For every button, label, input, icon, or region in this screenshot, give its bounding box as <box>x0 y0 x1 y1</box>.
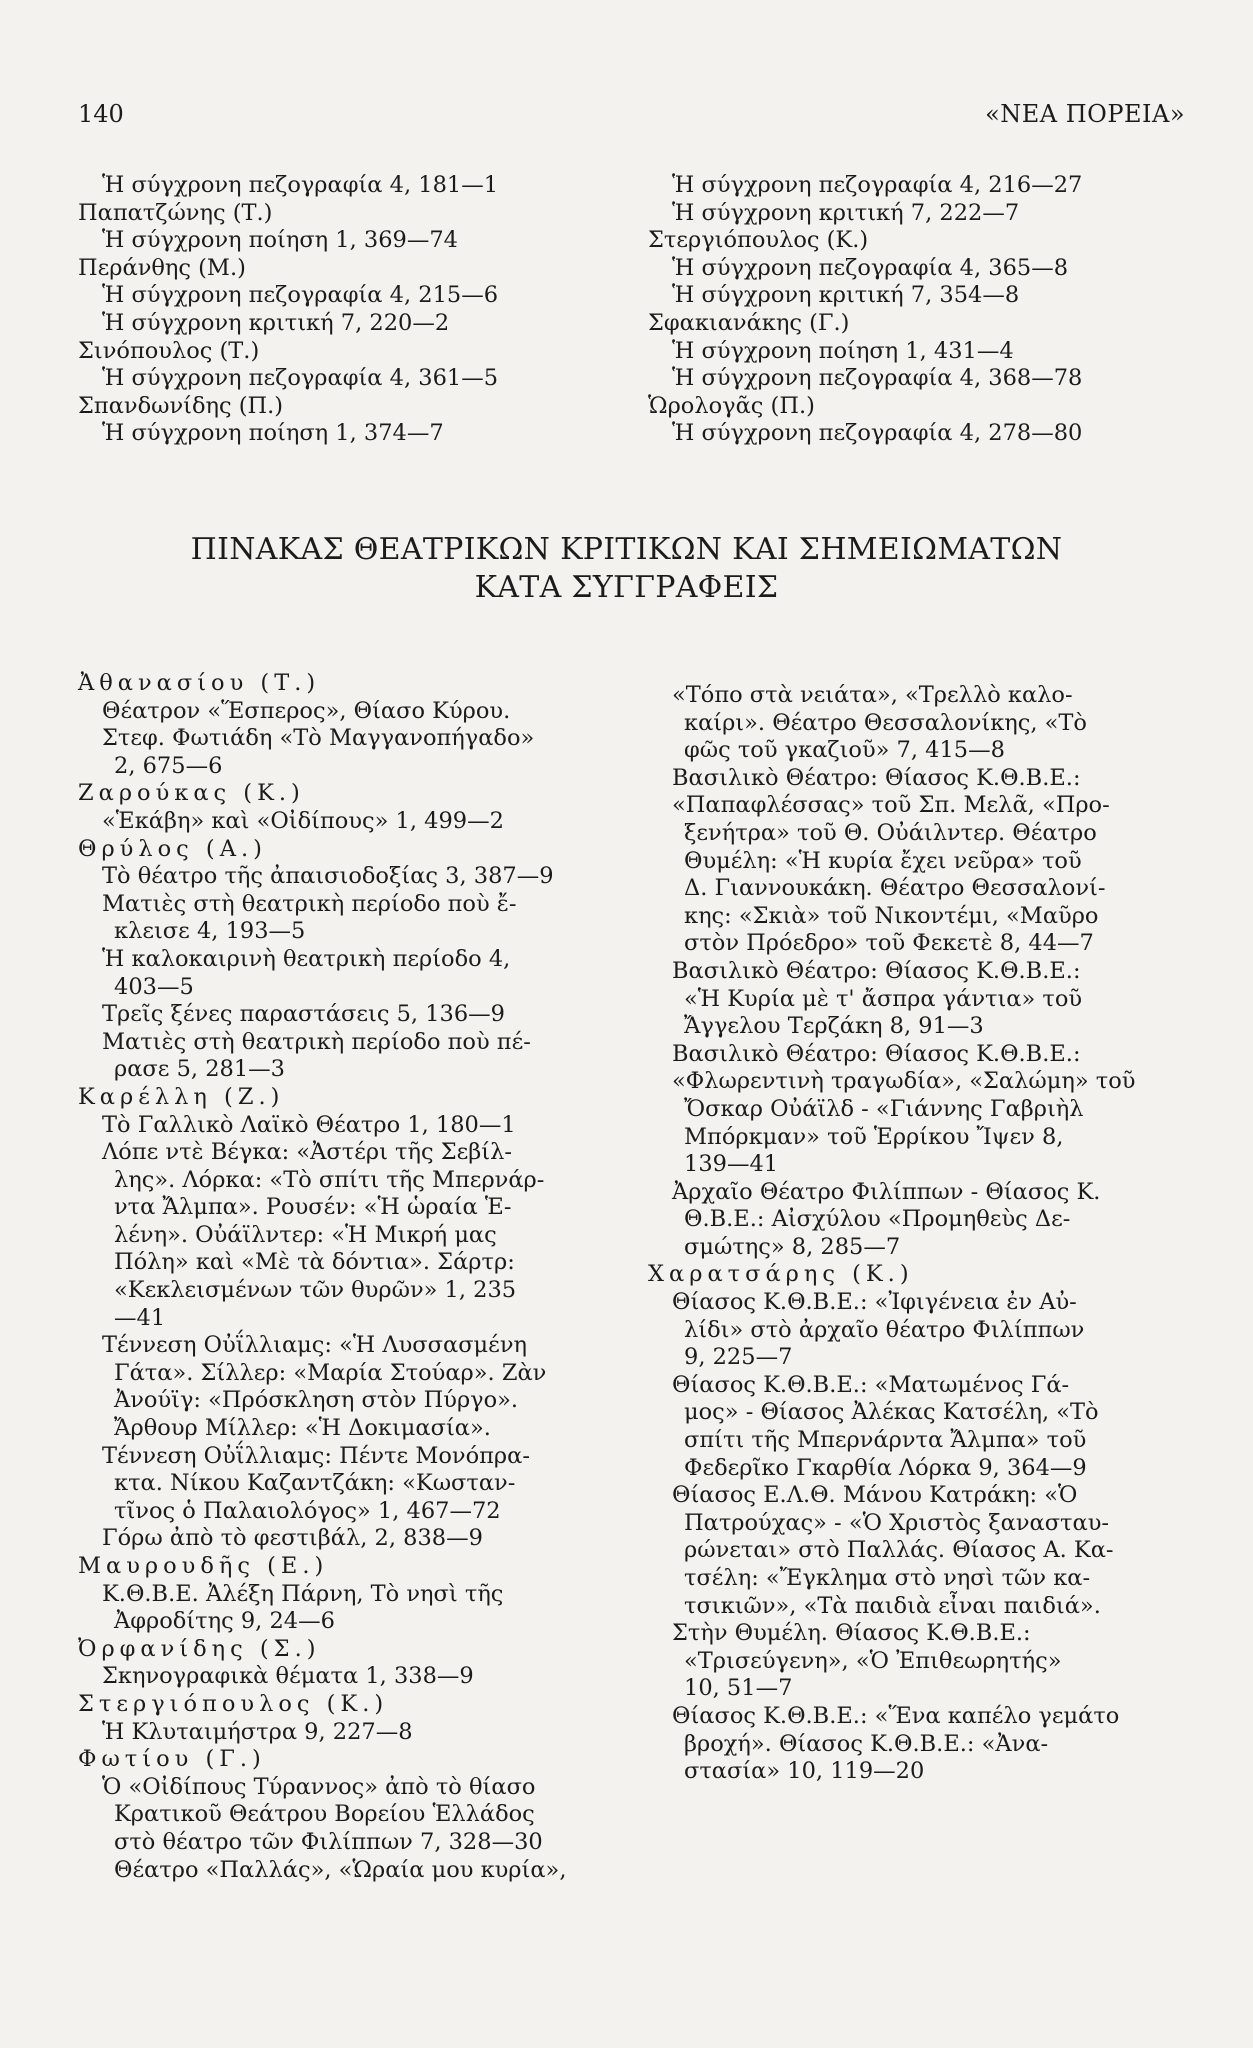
index-entry: —41 <box>114 1304 166 1331</box>
index-entry: Σκηνογραφικὰ θέματα 1, 338—9 <box>102 1663 474 1690</box>
index-entry: Τέννεση Οὐΐλλιαμς: «Ἡ Λυσσασμένη <box>102 1332 527 1359</box>
index-entry: Ἡ καλοκαιρινὴ θεατρικὴ περίοδο 4, <box>102 945 511 972</box>
index-entry: κτα. Νίκου Καζαντζάκη: «Κωσταν- <box>114 1470 516 1497</box>
index-entry: Στεφ. Φωτιάδη «Τὸ Μαγγανοπήγαδο» <box>102 725 535 752</box>
index-entry: 139—41 <box>684 1151 779 1178</box>
author-name: Καρέλλη (Ζ.) <box>78 1083 285 1110</box>
section-title: ΠΙΝΑΚΑΣ ΘΕΑΤΡΙΚΩΝ ΚΡΙΤΙΚΩΝ ΚΑΙ ΣΗΜΕΙΩΜΑΤΩΝ <box>190 532 1063 567</box>
index-entry: Θίασος Κ.Θ.Β.Ε.: «Ματωμένος Γά- <box>672 1371 1070 1398</box>
index-entry: Γάτα». Σίλλερ: «Μαρία Στούαρ». Ζὰν <box>114 1359 547 1386</box>
index-entry: καίρι». Θέατρο Θεσσαλονίκης, «Τὸ <box>684 709 1087 736</box>
page-header <box>78 100 1185 136</box>
index-entry: Ἡ σύγχρονη κριτική 7, 220—2 <box>102 309 450 336</box>
index-entry: κλεισε 4, 193—5 <box>114 918 306 945</box>
index-entry: ρώνεται» στὸ Παλλάς. Θίασος Α. Κα- <box>684 1537 1114 1564</box>
index-entry: Θέατρον «Ἕσπερος», Θίασο Κύρου. <box>102 697 511 724</box>
index-entry: Τὸ Γαλλικὸ Λαϊκὸ Θέατρο 1, 180—1 <box>102 1111 516 1138</box>
index-entry: Ἡ σύγχρονη πεζογραφία 4, 181—1 <box>102 172 499 198</box>
author-name: Παπατζώνης (Τ.) <box>78 199 273 226</box>
index-entry: στὸν Πρόεδρο» τοῦ Φεκετὲ 8, 44—7 <box>684 930 1094 957</box>
index-entry: φῶς τοῦ γκαζιοῦ» 7, 415—8 <box>684 737 1005 764</box>
index-entry: Ἡ σύγχρονη πεζογραφία 4, 215—6 <box>102 282 499 309</box>
author-name: Ὡρολογᾶς (Π.) <box>648 392 815 419</box>
index-entry: μος» - Θίασος Ἀλέκας Κατσέλη, «Τὸ <box>684 1399 1099 1426</box>
index-entry: Πατρούχας» - «Ὁ Χριστὸς ξανασταυ- <box>684 1509 1109 1536</box>
index-entry: Ματιὲς στὴ θεατρικὴ περίοδο ποὺ ἔ- <box>102 890 517 917</box>
index-entry: ντα Ἄλμπα». Ρουσέν: «Ἡ ὡραία Ἑ- <box>114 1194 512 1221</box>
index-entry: Βασιλικὸ Θέατρο: Θίασος Κ.Θ.Β.Ε.: <box>672 957 1081 984</box>
index-entry: 10, 51—7 <box>684 1675 793 1702</box>
index-entry: Ἡ σύγχρονη ποίηση 1, 374—7 <box>102 420 444 447</box>
index-entry: Στὴν Θυμέλη. Θίασος Κ.Θ.Β.Ε.: <box>672 1620 1031 1647</box>
author-name: Ὀρφανίδης (Σ.) <box>78 1635 321 1662</box>
index-entry: Μπόρκμαν» τοῦ Ἑρρίκου Ἴψεν 8, <box>684 1123 1064 1150</box>
author-name: Περάνθης (Μ.) <box>78 254 246 281</box>
index-entry: στασία» 10, 119—20 <box>684 1758 925 1785</box>
index-entry: «Τόπο στὰ νειάτα», «Τρελλὸ καλο- <box>672 682 1073 708</box>
author-index-right-column <box>648 172 1082 448</box>
index-entry: 403—5 <box>114 973 194 1000</box>
author-name: Φωτίου (Γ.) <box>78 1746 266 1773</box>
index-entry: 2, 675—6 <box>114 752 223 779</box>
index-entry: Ἡ σύγχρονη πεζογραφία 4, 361—5 <box>102 365 499 392</box>
index-entry: λης». Λόρκα: «Τὸ σπίτι τῆς Μπερνάρ- <box>114 1166 545 1193</box>
index-entry: Θ.Β.Ε.: Αἰσχύλου «Προμηθεὺς Δε- <box>684 1206 1071 1233</box>
index-entry: σπίτι τῆς Μπερνάρντα Ἄλμπα» τοῦ <box>684 1427 1087 1454</box>
index-entry: Φεδερῖκο Γκαρθία Λόρκα 9, 364—9 <box>684 1454 1087 1481</box>
index-entry: Βασιλικὸ Θέατρο: Θίασος Κ.Θ.Β.Ε.: <box>672 764 1081 791</box>
index-entry: Ἡ σύγχρονη πεζογραφία 4, 216—27 <box>672 172 1083 198</box>
index-entry: «Παπαφλέσσας» τοῦ Σπ. Μελᾶ, «Προ- <box>672 792 1110 819</box>
index-entry: τσέλη: «Ἔγκλημα στὸ νησὶ τῶν κα- <box>684 1565 1091 1591</box>
index-entry: «Φλωρεντινὴ τραγωδία», «Σαλώμη» τοῦ <box>672 1068 1136 1095</box>
index-entry: Ἡ σύγχρονη κριτική 7, 222—7 <box>672 199 1020 226</box>
index-entry: ξενήτρα» τοῦ Θ. Οὐάιλντερ. Θέατρο <box>684 819 1097 846</box>
index-entry: ρασε 5, 281—3 <box>114 1056 285 1083</box>
index-entry: βροχή». Θίασος Κ.Θ.Β.Ε.: «Ἀνα- <box>684 1730 1049 1757</box>
page-number: 140 <box>78 100 124 128</box>
author-name: Στεργιόπουλος (Κ.) <box>648 227 869 254</box>
index-entry: σμώτης» 8, 285—7 <box>684 1233 901 1260</box>
index-entry: στὸ θέατρο τῶν Φιλίππων 7, 328—30 <box>114 1828 543 1855</box>
index-entry: Ἡ σύγχρονη ποίηση 1, 431—4 <box>672 337 1014 364</box>
author-name: Θρύλος (Α.) <box>78 835 267 862</box>
index-entry: Τὸ θέατρο τῆς ἀπαισιοδοξίας 3, 387—9 <box>102 863 554 890</box>
index-entry: «Ἡ Κυρία μὲ τ' ἄσπρα γάντια» τοῦ <box>684 985 1083 1012</box>
index-entry: Ἄρθουρ Μίλλερ: «Ἡ Δοκιμασία». <box>114 1415 491 1442</box>
author-name: Μαυρουδῆς (Ε.) <box>78 1553 329 1579</box>
index-entry: Πόλη» καὶ «Μὲ τὰ δόντια». Σάρτρ: <box>114 1249 515 1276</box>
running-head: «ΝΕΑ ΠΟΡΕΙΑ» <box>985 100 1185 128</box>
index-entry: Δ. Γιαννουκάκη. Θέατρο Θεσσαλονί- <box>684 875 1106 902</box>
theatre-reviews-right-column <box>648 682 1135 1786</box>
index-entry: Ὄσκαρ Οὐάϊλδ - «Γιάννης Γαβριὴλ <box>684 1095 1084 1122</box>
author-name: Σφακιανάκης (Γ.) <box>648 309 850 336</box>
index-entry: λένη». Οὐάϊλντερ: «Ἡ Μικρή μας <box>114 1221 497 1248</box>
index-entry: Ἀφροδίτης 9, 24—6 <box>114 1608 335 1635</box>
author-name: Σπανδωνίδης (Π.) <box>78 392 284 419</box>
index-entry: Κ.Θ.Β.Ε. Ἀλέξη Πάρνη, Τὸ νησὶ τῆς <box>102 1580 504 1607</box>
index-entry: Ἡ σύγχρονη πεζογραφία 4, 365—8 <box>672 254 1069 281</box>
index-entry: «Κεκλεισμένων τῶν θυρῶν» 1, 235 <box>114 1277 517 1304</box>
index-entry: Θίασος Κ.Θ.Β.Ε.: «Ἕνα καπέλο γεμάτο <box>672 1702 1120 1729</box>
index-entry: Ὁ «Οἰδίπους Τύραννος» ἀπὸ τὸ θίασο <box>102 1773 536 1800</box>
index-entry: «Τρισεύγενη», «Ὁ Ἐπιθεωρητής» <box>684 1647 1062 1674</box>
index-entry: κης: «Σκιὰ» τοῦ Νικοντέμι, «Μαῦρο <box>684 902 1099 929</box>
author-name: Χαρατσάρης (Κ.) <box>648 1261 914 1288</box>
index-entry: Ἡ σύγχρονη κριτική 7, 354—8 <box>672 282 1020 309</box>
index-entry: Τέννεση Οὐΐλλιαμς: Πέντε Μονόπρα- <box>102 1442 530 1469</box>
author-name: Ζαρούκας (Κ.) <box>78 780 305 807</box>
index-entry: Ματιὲς στὴ θεατρικὴ περίοδο ποὺ πέ- <box>102 1028 531 1055</box>
index-entry: Ἄγγελου Τερζάκη 8, 91—3 <box>684 1013 984 1040</box>
index-entry: Λόπε ντὲ Βέγκα: «Ἀστέρι τῆς Σεβίλ- <box>102 1139 512 1166</box>
index-entry: Θίασος Ε.Λ.Θ. Μάνου Κατράκη: «Ὁ <box>672 1482 1078 1509</box>
index-entry: Ἀνούϊγ: «Πρόσκληση στὸν Πύργο». <box>114 1387 519 1414</box>
index-entry: 9, 225—7 <box>684 1344 793 1371</box>
index-entry: Ἡ Κλυταιμήστρα 9, 227—8 <box>102 1718 413 1745</box>
index-entry: λίδι» στὸ ἀρχαῖο θέατρο Φιλίππων <box>684 1316 1085 1343</box>
index-entry: τῖνος ὁ Παλαιολόγος» 1, 467—72 <box>114 1497 501 1524</box>
index-entry: Ἡ σύγχρονη ποίηση 1, 369—74 <box>102 227 459 254</box>
author-name: Ἀθανασίου (Τ.) <box>78 670 321 696</box>
index-entry: Θυμέλη: «Ἡ κυρία ἔχει νεῦρα» τοῦ <box>684 847 1082 874</box>
index-entry: Θέατρο «Παλλάς», «Ὡραία μου κυρία», <box>114 1856 567 1883</box>
author-index-left-column <box>78 172 498 448</box>
index-entry: Ἡ σύγχρονη πεζογραφία 4, 368—78 <box>672 365 1083 392</box>
index-entry: τσικιῶν», «Τὰ παιδιὰ εἶναι παιδιά». <box>684 1592 1101 1619</box>
index-entry: Θίασος Κ.Θ.Β.Ε.: «Ἰφιγένεια ἐν Αὐ- <box>672 1289 1077 1316</box>
index-entry: Βασιλικὸ Θέατρο: Θίασος Κ.Θ.Β.Ε.: <box>672 1040 1081 1067</box>
index-entry: Τρεῖς ξένες παραστάσεις 5, 136—9 <box>102 1001 505 1028</box>
theatre-reviews-left-column <box>78 670 566 1884</box>
author-name: Στεργιόπουλος (Κ.) <box>78 1690 389 1717</box>
index-entry: Ἡ σύγχρονη πεζογραφία 4, 278—80 <box>672 420 1083 447</box>
index-entry: Γόρω ἀπὸ τὸ φεστιβάλ, 2, 838—9 <box>102 1525 483 1552</box>
section-subtitle: ΚΑΤΑ ΣΥΓΓΡΑΦΕΙΣ <box>474 570 779 605</box>
index-entry: «Ἑκάβη» καὶ «Οἰδίπους» 1, 499—2 <box>102 807 504 834</box>
index-entry: Ἀρχαῖο Θέατρο Φιλίππων - Θίασος Κ. <box>672 1178 1101 1205</box>
index-entry: Κρατικοῦ Θεάτρου Βορείου Ἑλλάδος <box>114 1801 535 1828</box>
author-name: Σινόπουλος (Τ.) <box>78 337 260 364</box>
